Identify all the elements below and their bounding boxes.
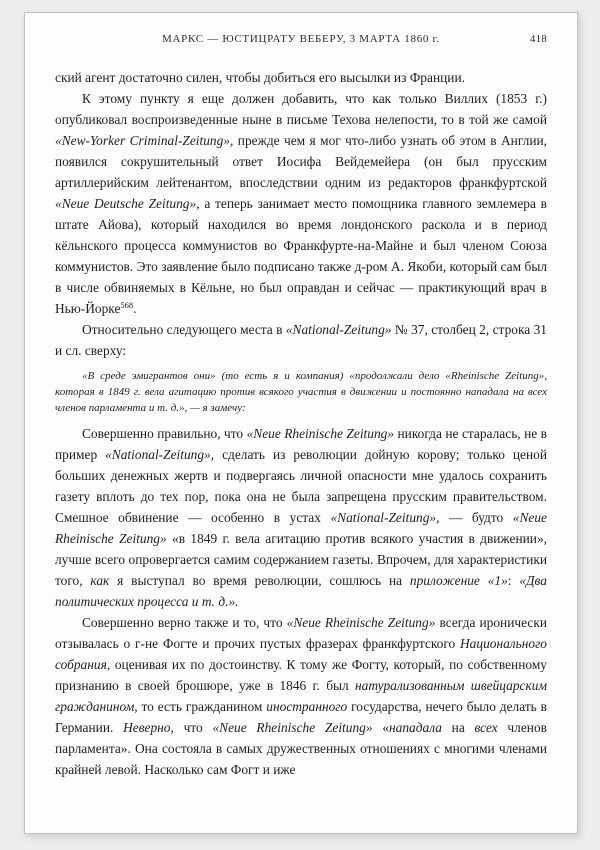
text-run: членов парламента». Она состояла в самых дружественных отношениях с многими членами крайней левой. Насколько сам Фогт и иже xyxy=(55,720,547,777)
text-run: Совершенно правильно, что xyxy=(82,426,247,441)
text-run-italic: всех xyxy=(474,720,498,735)
text-run: , прежде чем я мог что-либо узнать об этом в Англии, появился сокрушительный ответ Иосифа Вейдемейера (он был прусским артиллерийским лейтенантом, впоследствии одним из редакторов франкфуртской xyxy=(55,133,547,190)
quoted-excerpt xyxy=(55,368,547,416)
text-run-italic: натурализованным швейцарским гражданином xyxy=(55,678,547,714)
text-run-italic: Национального собрания xyxy=(55,636,547,672)
text-run: Относительно следующего места в xyxy=(82,322,286,337)
text-run: никогда не старалась, не в пример xyxy=(55,426,547,462)
text-run-italic: «National-Zeitung» xyxy=(285,322,392,337)
paragraph xyxy=(55,612,547,780)
text-run: , — будто xyxy=(436,510,513,525)
text-run-italic: «В среде эмигрантов они» (то есть я и компания) «продолжали дело «Rheinische Zeitung», которая xyxy=(55,370,547,398)
text-run-italic: Неверно xyxy=(123,720,171,735)
paragraph xyxy=(55,67,547,88)
text-run: . xyxy=(133,301,137,316)
page-number: 418 xyxy=(529,33,547,45)
text-run: всегда иронически отзывалась о г-не Фогте и прочих пустых фразерах франкфуртского xyxy=(55,615,547,651)
text-run: , сделать из революции дойную корову; только ценой больших денежных жертв и подвергаясь личной опасности мне удалось сохранить газету вплоть до тех пор, пока она не была запрещена прусским правительством. Смешное обвинение — особенно в устах xyxy=(55,447,547,525)
text-run: , а теперь занимает место помощника главного землемера в штате Айова), который находился во время лондонского раскола и в период кёльнского процесса коммунистов во Франкфурте-на-Майне и был членом Союза коммунистов. Это заявление было подписано также д-ром А. Якоби, который сам был в числе обвиняемых в Кёльне, но был оправдан и сейчас — практикующий врач в Нью-Йорке xyxy=(55,196,547,316)
paragraph xyxy=(55,319,547,361)
text-run-italic: «National-Zeitung» xyxy=(105,447,211,462)
text-run: , оценивая их по достоинству. К тому же Фогту, который, по собственному признанию в своей брошюре, уже в 1846 г. был xyxy=(55,657,547,693)
text-run-italic: в 1849 г. вела агитацию против всякого участия в движении и постоянно нападала на всех членов парламента и т. д.», — я замечу: xyxy=(55,386,547,414)
text-run: , что xyxy=(170,720,213,735)
text-run: я выступал во время революции, сошлюсь на xyxy=(109,573,410,588)
text-run-italic: нападала xyxy=(389,720,442,735)
text-run: К этому пункту я еще должен добавить, что как только Виллих (1853 г.) опубликовал воспроизведенные ныне в письме Техова нелепости, то в той же самой xyxy=(55,91,547,127)
text-run-italic: «Neue Rheinische Zeitung» xyxy=(246,426,395,441)
text-run-italic: приложение «1» xyxy=(409,573,508,588)
text-run: , то есть гражданином xyxy=(134,699,267,714)
text-run: Совершенно верно также и то, что xyxy=(82,615,287,630)
text-run: № 37, столбец 2, строка 31 и сл. сверху: xyxy=(55,322,547,358)
page-header xyxy=(55,33,547,51)
text-run-italic: «Neue Deutsche Zeitung» xyxy=(55,196,197,211)
text-run: государства, нечего было делать в Германии. xyxy=(55,699,547,735)
text-run-italic: «Два политических процесса и т. д.». xyxy=(55,573,547,609)
text-run: « xyxy=(372,720,390,735)
text-run: «в 1849 г. вела агитацию против всякого участия в движении», лучше всего опровергается самим содержанием газеты. Впрочем, для характеристики того, xyxy=(55,531,547,588)
text-run-italic: «National-Zeitung» xyxy=(330,510,437,525)
text-run: на xyxy=(441,720,475,735)
text-run-italic: как xyxy=(90,573,110,588)
footnote-reference: 568 xyxy=(120,300,134,310)
paragraph xyxy=(55,88,547,319)
paragraph xyxy=(55,423,547,612)
text-run-italic: «Neue Rheinische Zeitung» xyxy=(286,615,436,630)
text-run-italic: «New-Yorker Criminal-Zeitung» xyxy=(55,133,231,148)
text-run-italic: «Neue Rheinische Zeitung» xyxy=(55,510,547,546)
text-run-italic: иностранного xyxy=(266,699,348,714)
running-title: МАРКС — ЮСТИЦРАТУ ВЕБЕРУ, 3 МАРТА 1860 г. xyxy=(162,33,440,45)
book-page xyxy=(24,12,578,834)
text-run: ский агент достаточно силен, чтобы добиться его высылки из Франции. xyxy=(55,70,465,85)
text-run: : xyxy=(507,573,520,588)
page-body xyxy=(55,67,547,780)
text-run-italic: «Neue Rheinische Zeitung» xyxy=(212,720,373,735)
